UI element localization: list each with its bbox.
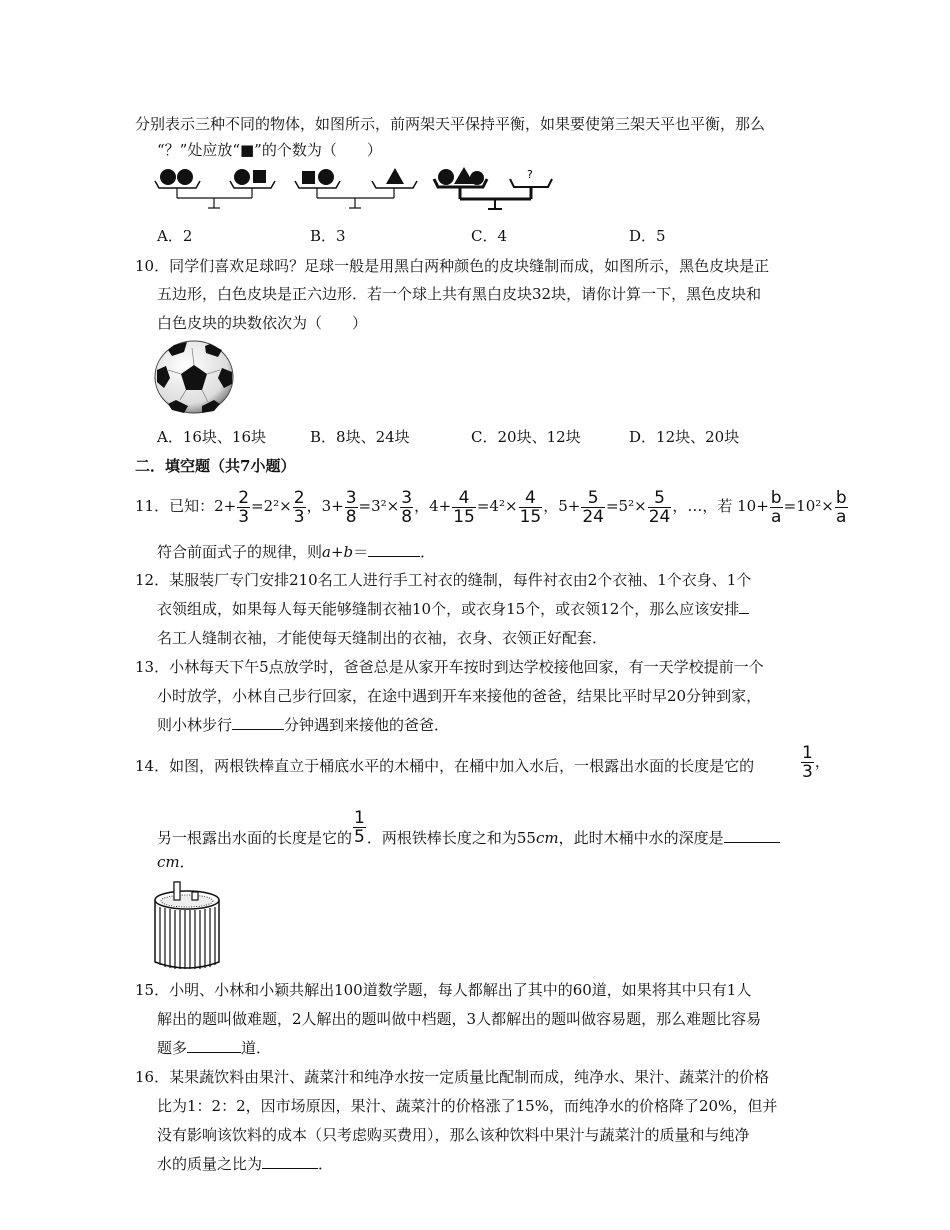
fraction bbox=[519, 489, 543, 526]
fraction-denominator: 15 bbox=[453, 506, 475, 527]
fraction-numerator: 4 bbox=[452, 489, 476, 508]
q11-text: 符合前面式子的规律，则 bbox=[157, 543, 323, 561]
q11-number: 11．已知： bbox=[135, 497, 215, 515]
fraction-numerator: 3 bbox=[401, 487, 413, 508]
q10-option-b: B．8块、24块 bbox=[310, 428, 410, 446]
fraction-numerator: b bbox=[770, 487, 782, 508]
fraction-denominator: 3 bbox=[293, 506, 305, 527]
fraction-denominator: 24 bbox=[582, 506, 604, 527]
q11-line1 bbox=[135, 486, 849, 526]
fraction bbox=[237, 489, 250, 526]
section-2-title: 二．填空题（共7小题） bbox=[135, 457, 296, 475]
q15-line2: 解出的题叫做难题，2人解出的题叫做中档题，3人都解出的题叫做容易题，那么难题比容易 bbox=[157, 1010, 762, 1028]
q10-option-c: C．20块、12块 bbox=[471, 428, 581, 446]
answer-blank[interactable] bbox=[187, 1038, 241, 1053]
scale-2 bbox=[295, 168, 417, 208]
q11-line2 bbox=[157, 542, 435, 562]
q11-term: 3+ bbox=[321, 497, 344, 515]
q16-text: ． bbox=[318, 1155, 334, 1173]
q13-text: 分钟遇到来接他的爸爸． bbox=[284, 716, 450, 734]
fraction bbox=[801, 744, 814, 781]
fraction-numerator: 4 bbox=[519, 489, 543, 508]
fraction-denominator: 15 bbox=[519, 506, 542, 527]
q16-line3: 没有影响该饮料的成本（只考虑购买费用），那么该种饮料中果汁与蔬菜汁的质量和与纯净 bbox=[157, 1126, 750, 1144]
q12-line1: 12．某服装厂专门安排210名工人进行手工衬衣的缝制，每件衬衣由2个衣袖、1个衣身、1个 bbox=[135, 571, 752, 589]
q14-unit: cm bbox=[535, 829, 559, 847]
q9-option-c: C．4 bbox=[471, 227, 508, 245]
fraction bbox=[400, 489, 413, 526]
q14-text: ，此时木桶中水的深度是 bbox=[558, 829, 724, 847]
q11-term: 10+ bbox=[737, 497, 769, 515]
q14-line3 bbox=[157, 852, 195, 872]
fraction bbox=[353, 809, 366, 846]
fraction-numerator: 5 bbox=[581, 489, 605, 508]
q11-text: ． bbox=[420, 543, 436, 561]
fraction bbox=[770, 489, 783, 526]
q16-line1: 16．某果蔬饮料由果汁、蔬菜汁和纯净水按一定质量比配制而成，纯净水、果汁、蔬菜汁的价格 bbox=[135, 1068, 770, 1086]
q11-separator: ，…，若 bbox=[672, 497, 733, 515]
fraction-denominator: 3 bbox=[238, 506, 250, 527]
q11-term: =3²× bbox=[358, 497, 400, 515]
q11-term: =2²× bbox=[251, 497, 292, 515]
q13-line1: 13．小林每天下午5点放学时，爸爸总是从家开车按时到达学校接他回家，有一天学校提前一个 bbox=[135, 658, 764, 676]
fraction-denominator: a bbox=[836, 506, 847, 527]
fraction bbox=[835, 489, 848, 526]
soccer-ball-figure bbox=[154, 340, 236, 416]
q13-text: 则小林步行 bbox=[157, 716, 233, 734]
q15-line1: 15．小明、小林和小颖共解出100道数学题，每人都解出了其中的60道，如果将其中只有1人 bbox=[135, 981, 752, 999]
q9-option-d: D．5 bbox=[629, 227, 666, 245]
bucket-figure bbox=[152, 880, 224, 972]
q11-term: 4+ bbox=[429, 497, 452, 515]
scale-3-question-mark: ? bbox=[527, 168, 533, 181]
q14-text: 另一根露出水面的长度是它的 bbox=[157, 829, 353, 847]
answer-blank[interactable] bbox=[724, 828, 780, 843]
fraction-numerator: 2 bbox=[293, 487, 305, 508]
q14-text: 14．如图，两根铁棒直立于桶底水平的木桶中，在桶中加入水后，一根露出水面的长度是它的 bbox=[135, 757, 755, 775]
answer-blank[interactable] bbox=[739, 599, 749, 614]
q13-line3 bbox=[157, 715, 449, 735]
fraction-numerator: 5 bbox=[648, 489, 672, 508]
q14-text: ， bbox=[814, 752, 830, 771]
q11-term: 5+ bbox=[558, 497, 581, 515]
fraction bbox=[648, 489, 672, 526]
q14-text: ． bbox=[179, 853, 195, 871]
q11-term: =10²× bbox=[783, 497, 834, 515]
q12-line3: 名工人缝制衣袖，才能使每天缝制出的衣袖，衣身、衣领正好配套． bbox=[157, 629, 608, 647]
q11-separator: ， bbox=[414, 497, 430, 515]
q11-separator: ， bbox=[543, 497, 559, 515]
q16-line2: 比为1：2：2，因市场原因，果汁、蔬菜汁的价格涨了15%，而纯净水的价格降了20%，但并 bbox=[157, 1097, 778, 1115]
fraction-denominator: a bbox=[770, 506, 782, 527]
fraction-numerator: 2 bbox=[238, 487, 250, 508]
q10-line2: 五边形，白色皮块是正六边形．若一个球上共有黑白皮块32块，请你计算一下，黑色皮块和 bbox=[157, 285, 762, 303]
fraction-numerator: 1 bbox=[354, 807, 365, 828]
balance-scales-figure bbox=[150, 160, 570, 220]
q14-line1 bbox=[135, 756, 754, 776]
fraction-denominator: 8 bbox=[401, 506, 413, 527]
q14-line2 bbox=[157, 807, 780, 858]
q14-text: ．两根铁棒长度之和为55 bbox=[366, 829, 536, 847]
q10-line1: 10．同学们喜欢足球吗？足球一般是用黑白两种颜色的皮块缝制而成，如图所示，黑色皮块是正 bbox=[135, 257, 770, 275]
fraction bbox=[581, 489, 605, 526]
q10-option-d: D．12块、20块 bbox=[629, 428, 740, 446]
q9-line1: 分别表示三种不同的物体，如图所示，前两架天平保持平衡，如果要使第三架天平也平衡，那么 bbox=[135, 115, 766, 133]
fraction-denominator: 5 bbox=[354, 826, 365, 847]
answer-blank[interactable] bbox=[368, 542, 420, 557]
q9-option-b: B．3 bbox=[310, 227, 346, 245]
fraction-denominator: 3 bbox=[802, 762, 813, 782]
scale-3 bbox=[434, 167, 552, 209]
q10-option-a: A．16块、16块 bbox=[157, 428, 267, 446]
q11-expression: a+b bbox=[322, 543, 354, 561]
q15-line3 bbox=[157, 1038, 271, 1058]
fraction-denominator: 24 bbox=[648, 506, 671, 527]
answer-blank[interactable] bbox=[262, 1154, 318, 1169]
q11-term: =5²× bbox=[605, 497, 647, 515]
q11-separator: ， bbox=[306, 497, 322, 515]
fraction-numerator: b bbox=[835, 487, 847, 508]
q11-term: =4²× bbox=[476, 497, 518, 515]
fraction-denominator: 8 bbox=[345, 506, 357, 527]
q11-term: 2+ bbox=[214, 497, 237, 515]
q14-fraction-1 bbox=[800, 744, 830, 781]
q11-text: ＝ bbox=[353, 543, 369, 561]
fraction-numerator: 3 bbox=[345, 487, 357, 508]
q12-line2 bbox=[157, 599, 749, 619]
q15-text: 道． bbox=[241, 1039, 272, 1057]
q12-text: 衣领组成，如果每人每天能够缝制衣袖10个，或衣身15个，或衣领12个，那么应该安排 bbox=[157, 600, 740, 618]
q16-line4 bbox=[157, 1154, 333, 1174]
fraction bbox=[345, 489, 358, 526]
q9-line2: “？”处应放“■”的个数为（ ） bbox=[157, 141, 382, 159]
fraction bbox=[452, 489, 476, 526]
q13-line2: 小时放学，小林自己步行回家，在途中遇到开车来接他的爸爸，结果比平时早20分钟到家， bbox=[157, 687, 762, 705]
fraction bbox=[293, 489, 306, 526]
scale-1 bbox=[155, 169, 275, 208]
answer-blank[interactable] bbox=[232, 715, 284, 730]
q15-text: 题多 bbox=[157, 1039, 188, 1057]
q14-unit: cm bbox=[157, 853, 180, 871]
q9-option-a: A．2 bbox=[157, 227, 193, 245]
q16-text: 水的质量之比为 bbox=[157, 1155, 263, 1173]
fraction-numerator: 1 bbox=[802, 743, 813, 763]
q10-line3: 白色皮块的块数依次为（ ） bbox=[157, 314, 368, 332]
